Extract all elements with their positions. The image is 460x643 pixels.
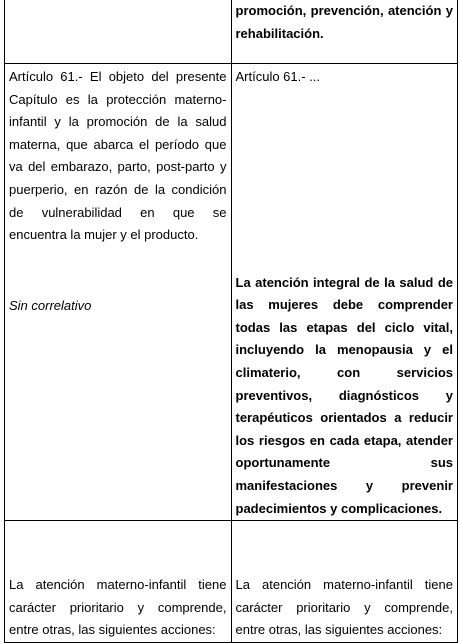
paragraph-spacer <box>5 247 231 293</box>
right-cell <box>231 521 458 643</box>
left-cell <box>5 521 232 643</box>
no-correlative-note: Sin correlativo <box>9 297 92 313</box>
paragraph-spacer <box>232 89 458 270</box>
added-paragraph-text: La atención integral de la salud de las mujeres debe comprender todas las etapas del ciclo vital, incluyendo la menopausia y el climaterio, con servicios preventivos, diagnósticos y terapéuticos orientados a reducir los riesgos en cada etapa, atender oportunamente sus manifestaciones y prevenir padecimientos y complicaciones. <box>235 274 453 516</box>
left-cell-text: La atención materno-infantil tiene carácter prioritario y comprende, entre otras, las siguientes acciones: <box>9 577 227 638</box>
right-cell-text: promoción, prevención, atención y rehabilitación. <box>235 3 453 41</box>
table-row <box>5 64 458 521</box>
left-cell <box>5 0 232 64</box>
right-cell-text: La atención materno-infantil tiene carácter prioritario y comprende, entre otras, las siguientes acciones: <box>235 577 453 638</box>
article-61-original-text: Artículo 61.- El objeto del presente Capítulo es la protección materno-infantil y la promoción de la salud materna, que abarca el período que va del embarazo, parto, post-parto y puerperio, en razón de la condición de vulnerabilidad en que se encuentra la mujer y el producto. <box>9 69 227 243</box>
table-row <box>5 521 458 643</box>
table-row <box>5 0 458 64</box>
article-61-reform-text: Artículo 61.- ... <box>235 69 321 84</box>
right-cell <box>231 0 458 64</box>
left-cell <box>5 64 232 521</box>
comparison-table <box>4 0 458 643</box>
right-cell <box>231 64 458 521</box>
